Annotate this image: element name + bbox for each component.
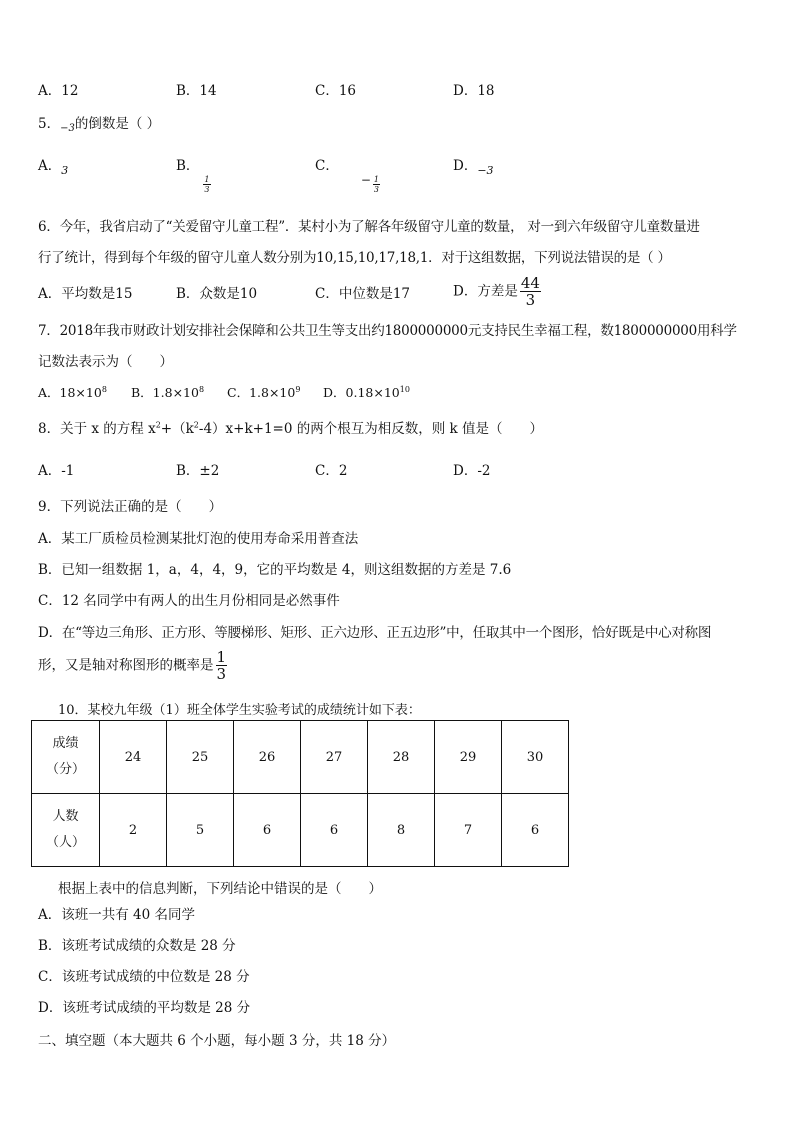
q9-option-a: A．某工厂质检员检测某批灯泡的使用寿命采用普查法 (38, 531, 359, 547)
q5-option-a-label: A． (38, 158, 62, 174)
q7-option-c (227, 384, 301, 400)
q7-option-b-base: B．1.8×10 (131, 385, 199, 400)
q5-option-c-fraction (373, 176, 380, 194)
count-cell: 6 (301, 794, 368, 867)
q5-option-a-value: 3 (61, 164, 69, 177)
q6-stem-line2: 行了统计，得到每个年级的留守儿童人数分别为10,15,10,17,18,1．对于这组数据，下列说法错误的是（ ） (38, 250, 671, 266)
q9-option-d-fraction (216, 650, 228, 682)
q6-option-d-numerator: 44 (520, 274, 540, 292)
q9-option-d-line2-text: 形，又是轴对称图形的概率是 (38, 657, 214, 674)
q5-option-c-numerator: 1 (373, 175, 379, 184)
q10-question: 根据上表中的信息判断，下列结论中错误的是（ ） (58, 881, 382, 897)
q6-option-a: A．平均数是15 (38, 286, 133, 302)
q6-option-d-label: D．方差是 (453, 283, 518, 300)
score-header-line2: （分） (45, 762, 85, 777)
count-cell: 2 (100, 794, 167, 867)
q5-option-c (315, 160, 380, 194)
q7-option-b-exponent: 8 (198, 384, 205, 394)
q8-stem-exponent1: 2 (155, 420, 161, 430)
q7-option-d-base: D．0.18×10 (323, 385, 400, 400)
q7-option-b (131, 384, 205, 400)
q4-option-c: C．16 (315, 83, 357, 99)
q10-option-c: C．该班考试成绩的中位数是 28 分 (38, 969, 250, 985)
count-cell: 8 (368, 794, 435, 867)
score-cell: 29 (435, 721, 502, 794)
q8-stem-part1: 8．关于 x 的方程 x (38, 421, 156, 437)
score-table-row-scores (32, 721, 569, 794)
q5-option-b (176, 160, 211, 194)
q5-option-c-sign: − (360, 173, 371, 187)
score-cell: 24 (100, 721, 167, 794)
q5-stem (38, 118, 160, 134)
q5-option-b-denominator: 3 (204, 185, 210, 194)
q10-option-b: B．该班考试成绩的众数是 28 分 (38, 938, 236, 954)
q8-option-b: B．±2 (176, 463, 220, 479)
score-cell: 25 (167, 721, 234, 794)
q5-option-d-label: D． (453, 158, 478, 174)
q7-option-d-exponent: 10 (399, 384, 410, 394)
q7-option-a (38, 384, 107, 400)
q5-option-b-label: B． (176, 158, 200, 174)
score-cell: 30 (502, 721, 569, 794)
q5-option-d (453, 160, 494, 176)
q7-option-a-base: A．18×10 (38, 385, 102, 400)
q9-option-d-line1: D．在“等边三角形、正方形、等腰梯形、矩形、正六边形、正五边形”中，任取其中一个图形，恰好既是中心对称图 (38, 625, 712, 641)
q5-option-d-value: −3 (477, 164, 494, 177)
score-cell: 28 (368, 721, 435, 794)
count-cell: 6 (234, 794, 301, 867)
q9-option-d-denominator: 3 (216, 665, 227, 683)
q8-option-c: C．2 (315, 463, 348, 479)
count-cell: 5 (167, 794, 234, 867)
section2-title: 二、填空题（本大题共 6 个小题，每小题 3 分，共 18 分） (38, 1033, 396, 1049)
q5-option-a (38, 160, 68, 176)
q7-stem-line1: 7．2018年我市财政计划安排社会保障和公共卫生等支出约1800000000元支持民生幸福工程，数1800000000用科学 (38, 323, 737, 339)
q6-option-d (453, 276, 541, 308)
q5-option-c-label: C． (315, 158, 339, 174)
score-cell: 27 (301, 721, 368, 794)
q9-option-d-numerator: 1 (216, 648, 227, 666)
q10-stem: 10．某校九年级（1）班全体学生实验考试的成绩统计如下表： (58, 703, 421, 718)
q6-stem-line1: 6．今年，我省启动了“关爱留守儿童工程”．某村小为了解各年级留守儿童的数量， 对一到六年级留守儿童数量进 (38, 219, 700, 235)
q9-option-c: C．12 名同学中有两人的出生月份相同是必然事件 (38, 593, 340, 609)
q4-option-a: A．12 (38, 83, 79, 99)
q7-option-a-exponent: 8 (101, 384, 107, 394)
score-table (31, 720, 569, 867)
q5-number: 5． (38, 116, 61, 132)
q10-option-d: D．该班考试成绩的平均数是 28 分 (38, 1000, 251, 1016)
q5-expression: −3 (60, 123, 75, 134)
score-table-header-score (32, 721, 100, 794)
q4-option-d: D．18 (453, 83, 495, 99)
q5-option-c-denominator: 3 (373, 185, 379, 194)
q7-stem-line2: 记数法表示为（ ） (38, 354, 173, 370)
q5-option-b-fraction (203, 176, 210, 194)
score-table-row-counts (32, 794, 569, 867)
q6-option-d-denominator: 3 (525, 291, 536, 309)
q6-option-b: B．众数是10 (176, 286, 258, 302)
q10-option-a: A．该班一共有 40 名同学 (38, 907, 196, 923)
count-header-line2: （人） (45, 835, 85, 850)
q8-option-d: D．-2 (453, 463, 491, 479)
q9-option-d-line2 (38, 650, 227, 682)
q7-option-c-base: C．1.8×10 (227, 385, 296, 400)
q6-option-d-fraction (520, 276, 541, 308)
q7-option-c-exponent: 9 (295, 384, 301, 394)
q7-option-d (323, 384, 410, 400)
q9-stem: 9．下列说法正确的是（ ） (38, 499, 223, 515)
q8-stem-exponent2: 2 (193, 420, 199, 430)
q5-stem-text: 的倒数是（ ） (74, 116, 161, 132)
score-header-line1: 成绩 (52, 736, 79, 751)
count-header-line1: 人数 (52, 809, 79, 824)
q8-stem-part3: -4）x+k+1=0 的两个根互为相反数，则 k 值是（ ） (198, 421, 544, 437)
q8-option-a: A．-1 (38, 463, 75, 479)
q8-stem (38, 420, 544, 437)
score-table-header-count (32, 794, 100, 867)
q8-stem-part2: +（k (160, 421, 194, 437)
q9-option-b: B．已知一组数据 1，a，4，4，9，它的平均数是 4，则这组数据的方差是 7.6 (38, 562, 512, 578)
score-cell: 26 (234, 721, 301, 794)
q6-option-c: C．中位数是17 (315, 286, 411, 302)
count-cell: 7 (435, 794, 502, 867)
count-cell: 6 (502, 794, 569, 867)
q5-option-b-numerator: 1 (204, 175, 210, 184)
q4-option-b: B．14 (176, 83, 217, 99)
